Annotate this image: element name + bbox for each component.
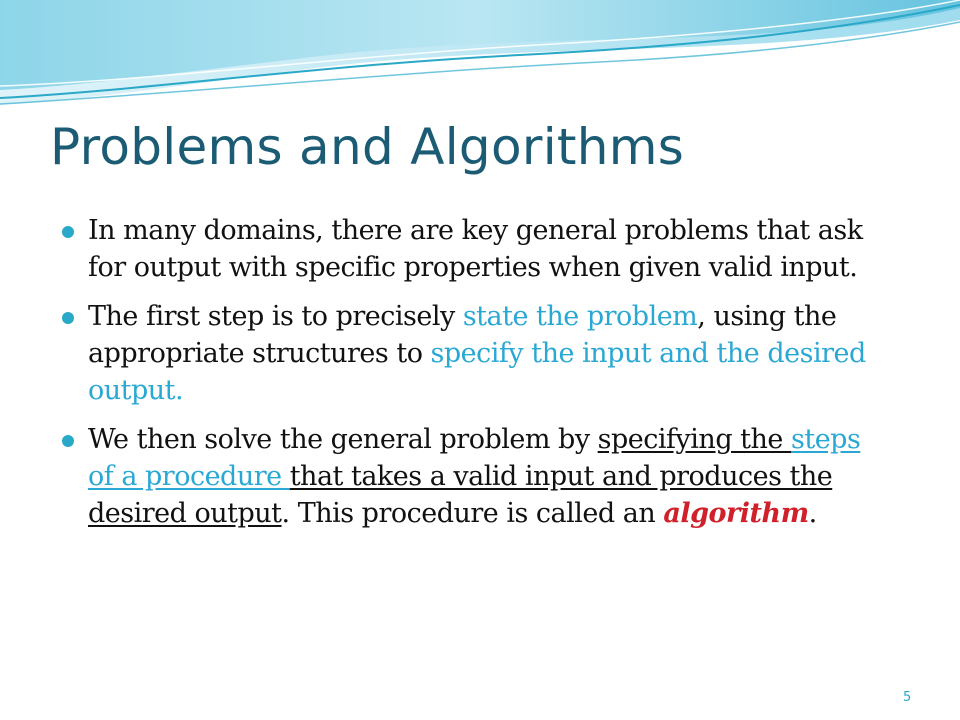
bullet-text-segment: The first step is to precisely — [88, 301, 463, 332]
bullet-list — [62, 212, 892, 544]
bullet-item — [62, 421, 892, 532]
bullet-dot-icon — [62, 435, 74, 447]
bullet-dot-icon — [62, 226, 74, 238]
bullet-text-segment: state the problem — [462, 301, 698, 332]
slide-title: Problems and Algorithms — [50, 118, 685, 176]
bullet-text-segment: specify the input and the desired output. — [88, 338, 866, 406]
bullet-text-segment: algorithm — [663, 498, 809, 529]
bullet-text-segment: . — [808, 498, 817, 529]
bullet-text-segment: specifying the — [597, 424, 791, 455]
bullet-item — [62, 212, 892, 286]
header-wave-decoration — [0, 0, 960, 115]
bullet-text-segment: . This procedure is called an — [281, 498, 664, 529]
bullet-dot-icon — [62, 312, 74, 324]
bullet-text-segment: steps of a procedure — [88, 424, 861, 492]
page-number: 5 — [903, 690, 912, 705]
bullet-text-segment: that takes a valid input and produces the desired output — [88, 461, 833, 529]
bullet-text-segment: In many domains, there are key general problems that ask for output with specific properties when given valid input. — [88, 215, 863, 283]
bullet-text-segment: , using the appropriate structures to — [88, 301, 837, 369]
bullet-item — [62, 298, 892, 409]
bullet-text-segment: We then solve the general problem by — [88, 424, 598, 455]
